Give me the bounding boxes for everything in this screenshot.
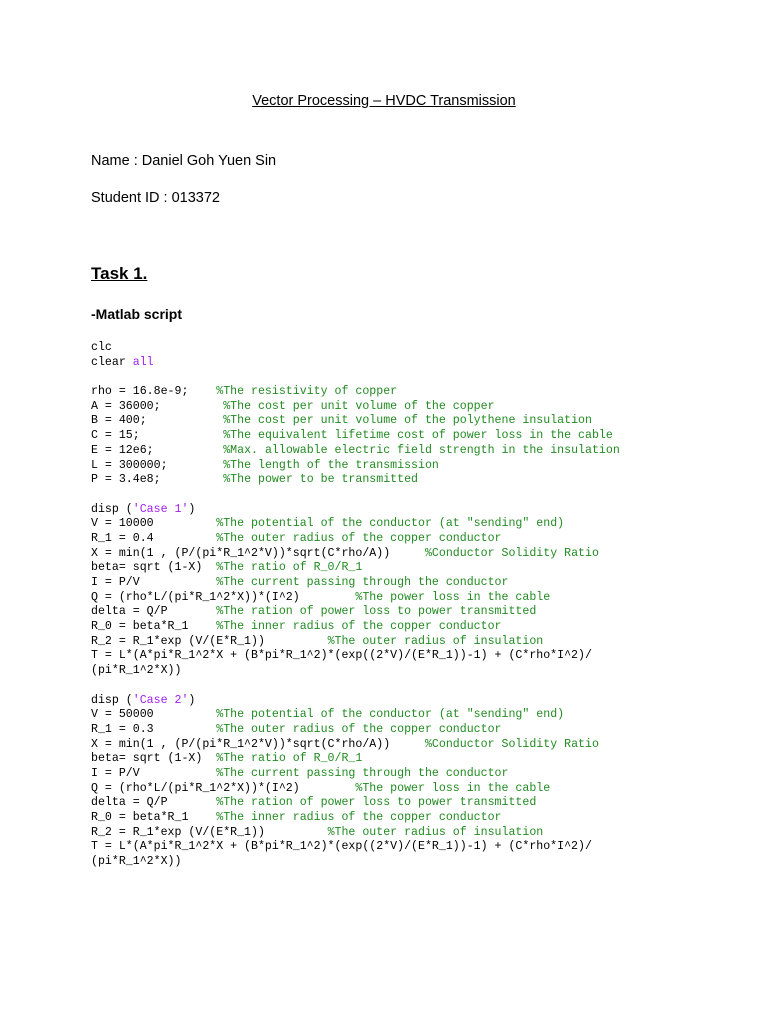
code-comment: %The cost per unit volume of the copper — [223, 399, 495, 413]
code-line — [91, 429, 620, 444]
code-line — [91, 561, 620, 576]
code-comment: %The cost per unit volume of the polythene insulation — [223, 414, 592, 428]
code-text: R_1 = 0.3 — [91, 722, 217, 736]
student-name: Name : Daniel Goh Yuen Sin — [91, 153, 277, 169]
document-title: Vector Processing – HVDC Transmission — [252, 93, 516, 109]
code-line — [91, 782, 620, 797]
code-text: B = 400; — [91, 414, 224, 428]
code-comment: %The potential of the conductor (at "sending" end) — [216, 708, 565, 722]
matlab-code-block — [91, 341, 620, 870]
code-text: ) — [188, 693, 196, 707]
code-text: T = L*(A*pi*R_1^2*X + (B*pi*R_1^2)*(exp((2*V)/(E*R_1))-1) + (C*rho*I^2)/ — [91, 649, 592, 663]
code-text: delta = Q/P — [91, 796, 217, 810]
code-comment: %Conductor Solidity Ratio — [424, 737, 599, 751]
code-line — [91, 738, 620, 753]
code-line — [91, 767, 620, 782]
code-text: R_2 = R_1*exp (V/(E*R_1)) — [91, 634, 328, 648]
code-comment: %The inner radius of the copper conductor — [216, 811, 502, 824]
code-line — [91, 473, 620, 488]
code-line — [91, 503, 620, 518]
code-line — [91, 679, 620, 694]
code-text: delta = Q/P — [91, 605, 217, 619]
code-line — [91, 855, 620, 870]
code-comment: %The resistivity of copper — [216, 385, 398, 399]
code-line — [91, 796, 620, 811]
code-line — [91, 414, 620, 429]
code-text: V = 50000 — [91, 708, 217, 722]
code-comment: %The ratio of R_0/R_1 — [216, 752, 363, 766]
code-line — [91, 591, 620, 606]
code-comment: %The outer radius of insulation — [327, 634, 544, 648]
code-text: I = P/V — [91, 766, 217, 780]
code-line — [91, 547, 620, 562]
code-line — [91, 532, 620, 547]
code-line — [91, 708, 620, 723]
code-line — [91, 488, 620, 503]
code-comment: %The inner radius of the copper conductor — [216, 620, 502, 634]
code-line — [91, 370, 620, 385]
code-line — [91, 459, 620, 474]
code-comment: %The ration of power loss to power transmitted — [216, 605, 537, 619]
code-text: Q = (rho*L/(pi*R_1^2*X))*(I^2) — [91, 781, 356, 795]
code-line — [91, 385, 620, 400]
code-comment: %The current passing through the conductor — [216, 576, 509, 589]
code-text: R_2 = R_1*exp (V/(E*R_1)) — [91, 825, 328, 839]
code-text: R_0 = beta*R_1 — [91, 811, 217, 824]
code-comment: %The outer radius of the copper conductor — [216, 722, 502, 736]
code-text: Q = (rho*L/(pi*R_1^2*X))*(I^2) — [91, 590, 356, 604]
code-string: 'Case 1' — [132, 502, 189, 516]
code-text: C = 15; — [91, 429, 224, 443]
code-comment: %The current passing through the conductor — [216, 766, 509, 780]
code-comment: %The potential of the conductor (at "sending" end) — [216, 517, 565, 531]
code-text: clear — [91, 355, 133, 369]
code-comment: %The equivalent lifetime cost of power loss in the cable — [223, 429, 613, 443]
code-text: X = min(1 , (P/(pi*R_1^2*V))*sqrt(C*rho/A)) — [91, 737, 425, 751]
code-text: X = min(1 , (P/(pi*R_1^2*V))*sqrt(C*rho/A)) — [91, 546, 425, 560]
code-line — [91, 356, 620, 371]
code-text: I = P/V — [91, 576, 217, 589]
code-string: 'Case 2' — [132, 693, 189, 707]
code-line — [91, 649, 620, 664]
code-line — [91, 723, 620, 738]
matlab-script-subheading: -Matlab script — [91, 306, 183, 322]
code-text: E = 12e6; — [91, 443, 224, 457]
code-text: T = L*(A*pi*R_1^2*X + (B*pi*R_1^2)*(exp((2*V)/(E*R_1))-1) + (C*rho*I^2)/ — [91, 840, 592, 854]
code-line — [91, 811, 620, 826]
code-text: R_1 = 0.4 — [91, 531, 217, 545]
code-comment: %The outer radius of the copper conductor — [216, 531, 502, 545]
code-text: A = 36000; — [91, 399, 224, 413]
task-heading: Task 1. — [91, 264, 148, 283]
code-text: ) — [188, 502, 196, 516]
code-comment: %The length of the transmission — [223, 458, 439, 472]
code-text: (pi*R_1^2*X)) — [91, 664, 182, 678]
code-line — [91, 840, 620, 855]
code-line — [91, 444, 620, 459]
code-line — [91, 752, 620, 767]
code-line — [91, 664, 620, 679]
code-text: V = 10000 — [91, 517, 217, 531]
code-text: P = 3.4e8; — [91, 473, 224, 487]
code-text: disp ( — [91, 693, 133, 707]
code-text: (pi*R_1^2*X)) — [91, 855, 182, 869]
code-comment: %The power loss in the cable — [355, 590, 551, 604]
code-line — [91, 517, 620, 532]
code-comment: %The outer radius of insulation — [327, 825, 544, 839]
code-text: rho = 16.8e-9; — [91, 385, 217, 399]
code-string: all — [132, 355, 154, 369]
code-line — [91, 620, 620, 635]
code-text: R_0 = beta*R_1 — [91, 620, 217, 634]
code-line — [91, 576, 620, 591]
code-line — [91, 826, 620, 841]
code-comment: %Conductor Solidity Ratio — [424, 546, 599, 560]
code-line — [91, 400, 620, 415]
code-text: L = 300000; — [91, 458, 224, 472]
code-text: beta= sqrt (1-X) — [91, 561, 217, 575]
code-text: beta= sqrt (1-X) — [91, 752, 217, 766]
code-comment: %The ratio of R_0/R_1 — [216, 561, 363, 575]
code-comment: %Max. allowable electric field strength in the insulation — [223, 443, 620, 457]
code-line — [91, 694, 620, 709]
code-comment: %The ration of power loss to power transmitted — [216, 796, 537, 810]
code-line — [91, 341, 620, 356]
student-id: Student ID : 013372 — [91, 190, 220, 206]
code-text: disp ( — [91, 502, 133, 516]
code-line — [91, 635, 620, 650]
code-comment: %The power loss in the cable — [355, 781, 551, 795]
code-comment: %The power to be transmitted — [223, 473, 419, 487]
code-line — [91, 605, 620, 620]
code-text: clc — [91, 341, 112, 354]
